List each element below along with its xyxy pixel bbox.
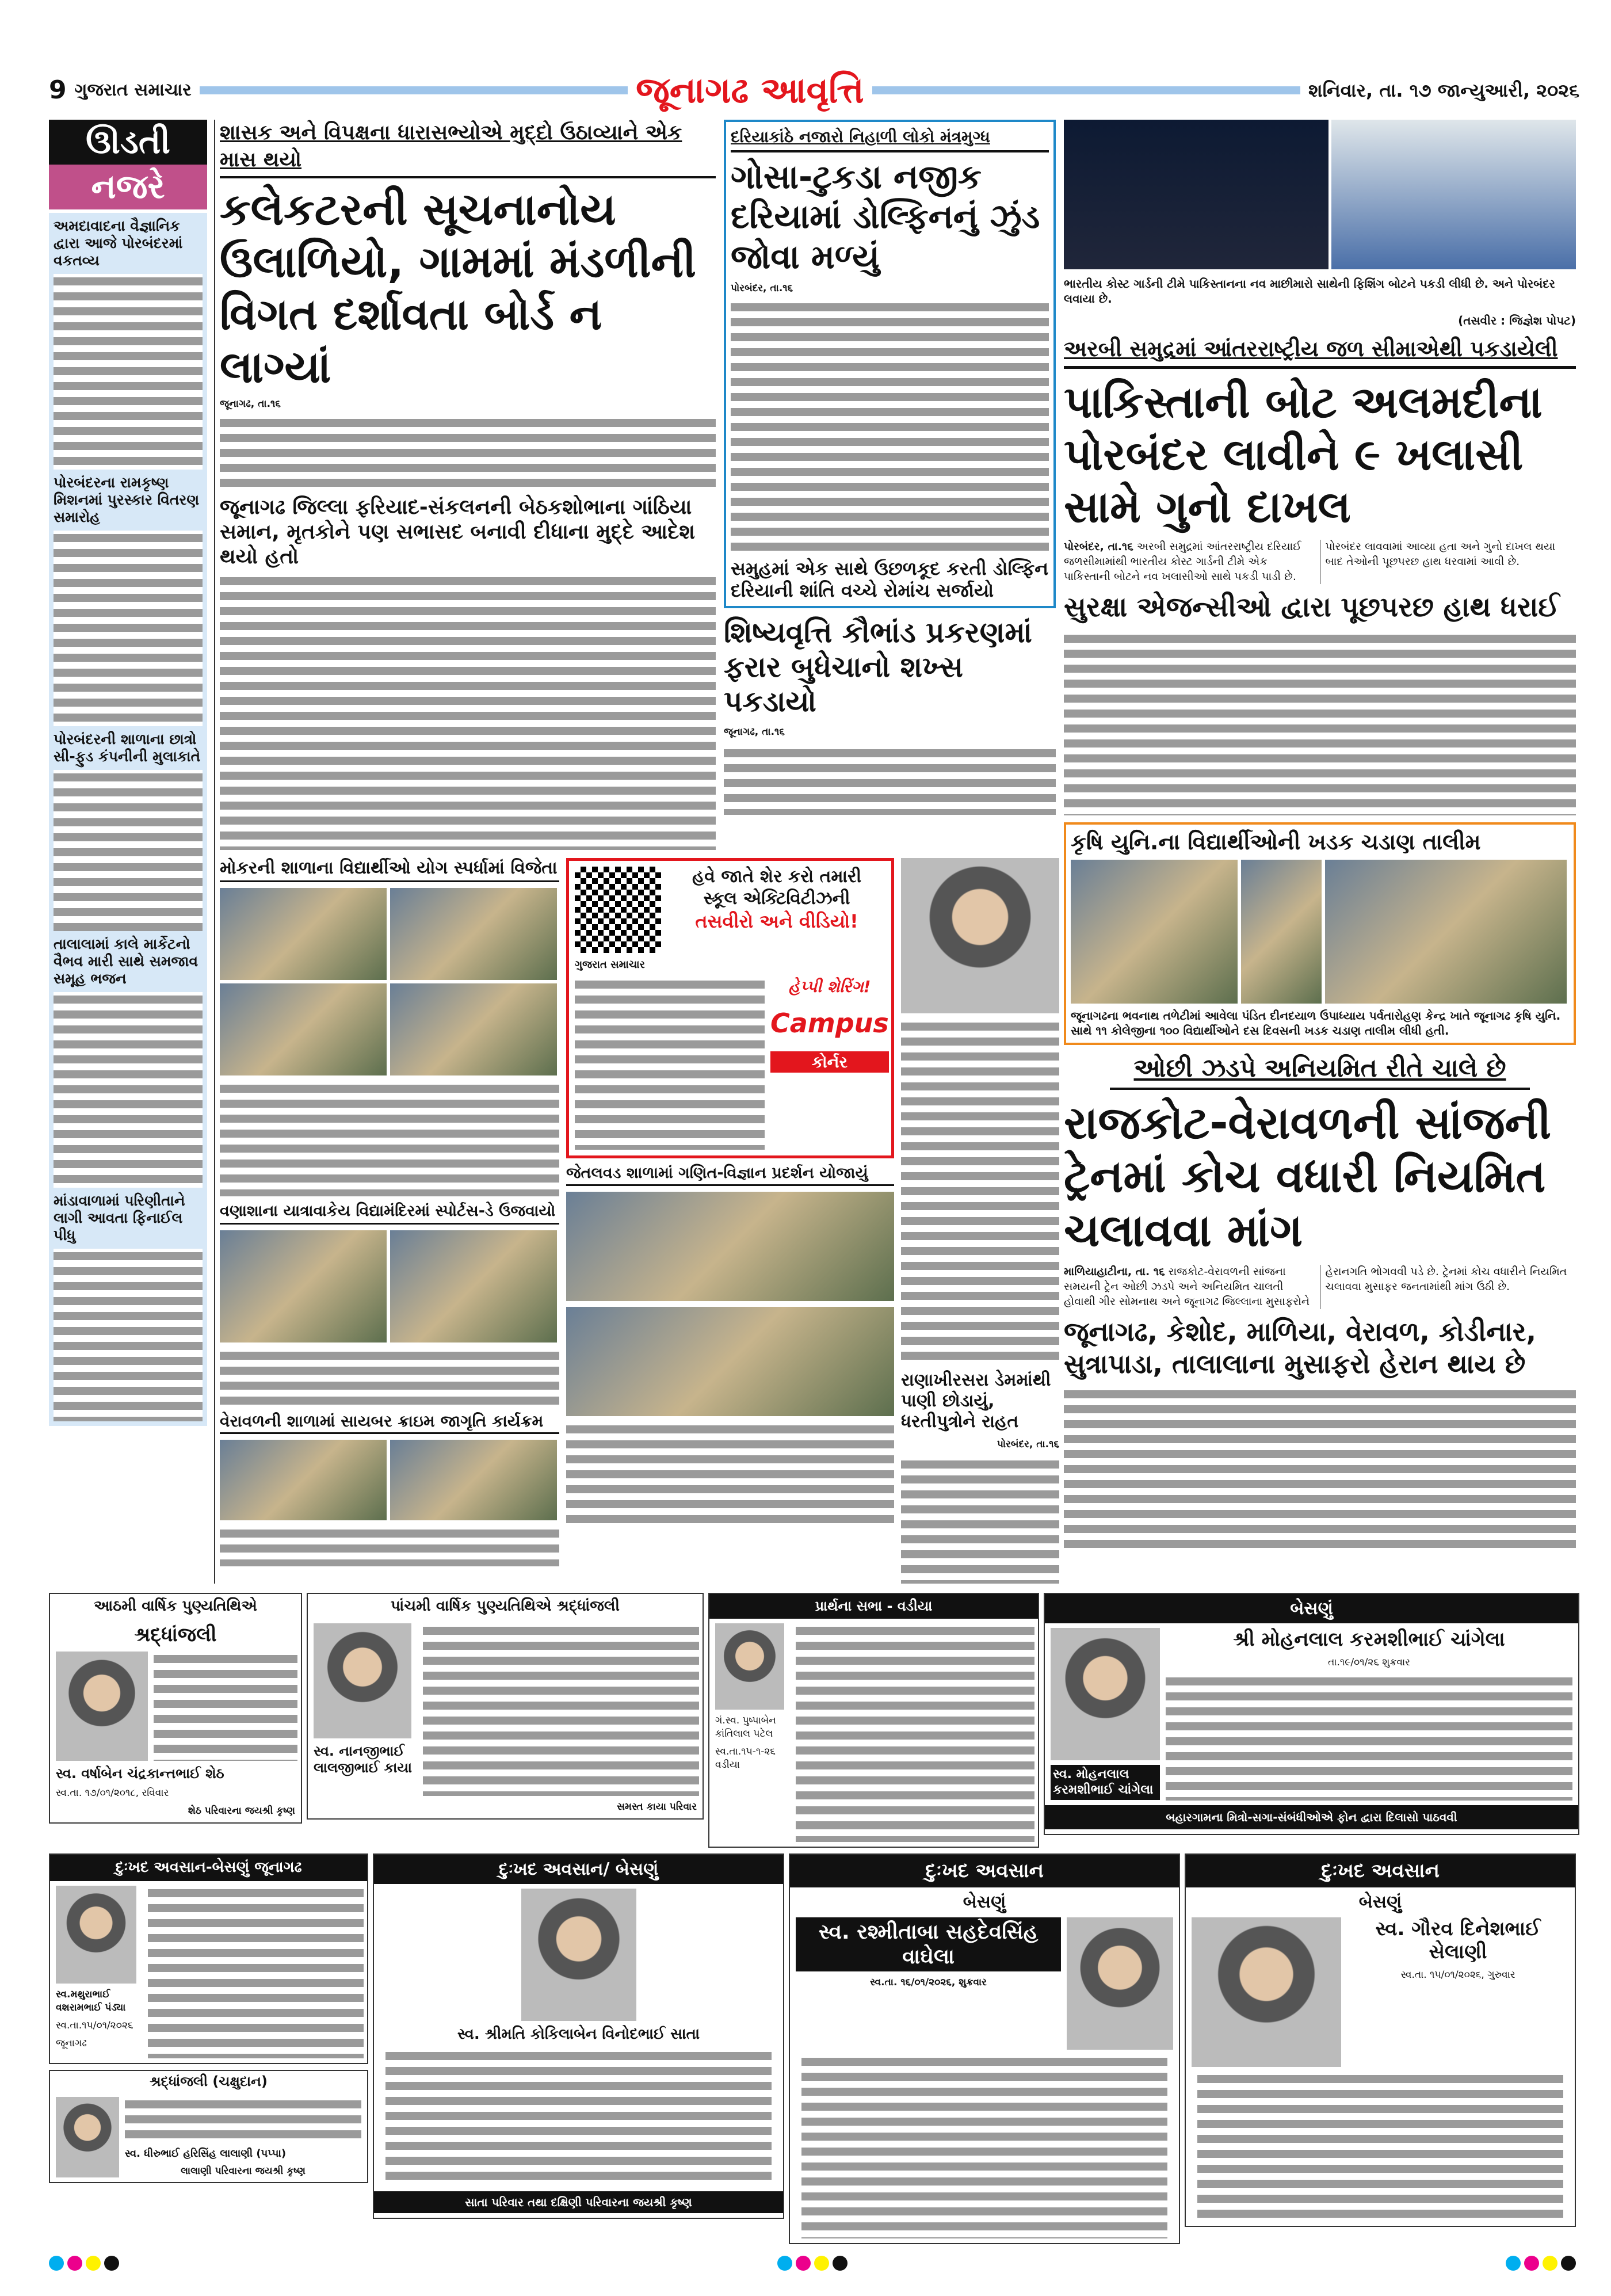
page-number: 9 (49, 75, 67, 105)
obituary-ad (1185, 1853, 1576, 2226)
ad-line-1: હવે જાતે શેર કરો તમારી (692, 867, 862, 887)
train-dateline: માળિયાહાટીના, તા. ૧૬ (1064, 1265, 1165, 1279)
obit-name: સ્વ. વર્ષાબેન ચંદ્રકાન્તભાઈ શેઠ (56, 1765, 224, 1782)
obit-text (796, 1623, 1034, 1842)
story4-dateline: જૂનાગઢ, તા.૧૬ (724, 726, 785, 738)
water-dateline: પોરબંદર, તા.૧૬ (997, 1439, 1059, 1451)
story3-lead (1064, 540, 1576, 584)
brief-item-title: માંડાવાળામાં પરિણીતાને લાગી આવતા ફિનાઈલ પીધુ (54, 1192, 185, 1244)
obit-footer: સાતા પરિવાર તથા દક્ષિણી પરિવારના જયશ્રી કૃષ્ણ (374, 2191, 783, 2213)
obit-photo (56, 2097, 119, 2177)
story3-headline: પાકિસ્તાની બોટ અલમદીના પોરબંદર લાવીને ૯ ખલાસી સામે ગુનો દાખલ (1064, 376, 1543, 533)
train-kicker: ઓછી ઝડપે અનિયમિત રીતે ચાલે છે (1110, 1052, 1530, 1089)
ad-tagline: હેપ્પી શેરિંગ! (788, 977, 871, 996)
ad-body (575, 977, 765, 1150)
obituary-ad (307, 1593, 704, 1820)
story3-kicker: અરબી સમુદ્રમાં આંતરરાષ્ટ્રીય જળ સીમાએથી પકડાયેલી (1064, 335, 1576, 368)
water-body (901, 1457, 1059, 1584)
obit-name: સ્વ. ગૌરવ દિનેશભાઈ સેલાણી (1375, 1917, 1541, 1964)
sports-caption (220, 1348, 559, 1406)
brief-item-title: પોરબંદરની શાળાના છાત્રો સી-ફુડ કંપનીની મુલાકાતે (54, 730, 201, 765)
obituaries-row-1 (49, 1593, 1579, 1848)
yoga-headline: મોકરની શાળાના વિદ્યાર્થીઓ યોગ સ્પર્ધામાં વિજેતા (220, 858, 559, 882)
registration-marks (49, 2256, 1579, 2273)
obituary-ad (1044, 1593, 1579, 1835)
agri-caption: જૂનાગઢના ભવનાથ તળેટીમાં આવેલા પંડિત દીનદયાળ ઉપાધ્યાય પર્વતારોહણ કેન્દ્ર ખાતે જૂનાગઢ કૃષિ યુનિ. સાથે ૧૧ કોલેજીના ૧૦૦ વિદ્યાર્થીઓને દસ દિવસની ખડક ચડાણ તાલીમ લીધી હતી. (1071, 1009, 1561, 1038)
cyber-caption (220, 1526, 559, 1566)
obituaries-row-2 (49, 1853, 1579, 2244)
registration-marks-center (777, 2256, 851, 2273)
water-headline: રાણાખીરસરા ડેમમાંથી પાણી છોડાયું, ધરતીપુત્રોને રાહત (901, 1370, 1051, 1432)
brief-title-top: ઊડતી (49, 120, 207, 165)
coast-guard-photo (1331, 120, 1576, 269)
ad-line-2: સ્કૂલ એક્ટિવિટીઝની (703, 888, 850, 909)
agri-photos (1071, 860, 1569, 1004)
obit-text (125, 2097, 361, 2143)
brief-title-bottom: નજરે (49, 165, 207, 209)
obit-date: સ્વ.તા.૧૫/૦૧/૨૦૨૬ (56, 2020, 133, 2032)
brief-list (49, 213, 207, 1426)
story3-lead-text: અરબી સમુદ્રમાં આંતરરાષ્ટ્રીય દરિયાઈ જળસીમામાંથી ભારતીય કોસ્ટ ગાર્ડની ટીમે એક પાકિસ્તાની બોટને નવ ખલાસીઓ સાથે પકડી પાડી છે. પોરબંદર લાવવામાં આવ્યા હતા અને ગુનો દાખલ થયા બાદ તેઓની પૂછપરછ હાથ ધરવામાં આવી છે. (1064, 540, 1556, 583)
registration-marks-left (49, 2256, 123, 2273)
right-region (1064, 120, 1576, 1547)
page-header (49, 69, 1579, 112)
sports-photo-1 (220, 1230, 387, 1342)
sports-photo-2 (390, 1230, 557, 1342)
brief-item-title: પોરબંદરના રામકૃષ્ણ મિશનમાં પુરસ્કાર વિતરણ સમારોહ (54, 474, 200, 525)
boat-photo-caption: ભારતીય કોસ્ટ ગાર્ડની ટીમે પાકિસ્તાનના નવ માછીમારો સાથેની ફિશિંગ બોટને પકડી લીધી છે. અને પોરબંદર લવાયા છે. (1064, 277, 1555, 306)
obit-text (423, 1623, 699, 1796)
yoga-photo-4 (390, 983, 557, 1075)
train-headline: રાજકોટ-વેરાવળની સાંજની ટ્રેનમાં કોચ વધારી નિયમિત ચલાવવા માંગ (1064, 1097, 1552, 1257)
header-rule-right (872, 86, 1300, 94)
ad-line-3: તસવીરો અને વીડિયો! (695, 910, 858, 933)
obit-name: ગં.સ્વ. પુષ્પાબેન કાંતિલાલ પટેલ (715, 1715, 776, 1740)
main-area (49, 120, 1579, 1584)
cyber-photo-2 (390, 1440, 557, 1520)
train-lead-text: રાજકોટ-વેરાવળની સાંજના સમયની ટ્રેન ઓછી ઝડપે અને અનિયમિત ચાલતી હોવાથી ગીર સોમનાથ અને જૂનાગઢ જિલ્લાના મુસાફરોને હેરાનગતિ ભોગવવી પડે છે. ટ્રેનમાં કોચ વધારીને નિયમિત ચલાવવા મુસાફર જનતામાંથી માંગ ઉઠી છે. (1064, 1265, 1567, 1308)
agri-headline: કૃષિ યુનિ.ના વિદ્યાર્થીઓની ખડક ચડાણ તાલીમ (1071, 829, 1481, 855)
story1-body-continued (220, 574, 716, 850)
cyber-photo-1 (220, 1440, 387, 1520)
story1-kicker: શાસક અને વિપક્ષના ધારાસભ્યોએ મુદ્દો ઉઠાવ્યાને એક માસ થયો (220, 120, 716, 178)
obit-place: જૂનાગઢ (56, 2037, 87, 2049)
yoga-photo-3 (220, 983, 387, 1075)
obit-name: શ્રી મોહનલાલ કરમશીભાઈ ચાંગેલા (1233, 1628, 1505, 1652)
agri-photo-3 (1325, 860, 1567, 1004)
brief-item-title: અમદાવાદના વૈજ્ઞાનિક દ્વારા આજે પોરબંદરમાં વકતવ્ય (54, 217, 183, 269)
masthead-logo: ગુજરાત સમાચાર (74, 80, 192, 101)
agri-photo-1 (1071, 860, 1238, 1004)
obituary-ad (373, 1853, 784, 2218)
header-rule-left (200, 86, 628, 94)
obit-title: બેસણું (1045, 1594, 1578, 1623)
train-lead (1064, 1265, 1576, 1309)
obit-title: પ્રાર્થના સભા - વડીયા (709, 1594, 1038, 1619)
obit-photo (56, 1652, 148, 1761)
story4-headline: શિષ્યવૃત્તિ કૌભાંડ પ્રકરણમાં ફરાર બુધેચાનો શખ્સ પકડાયો (724, 616, 1032, 719)
issue-date: શનિવાર, તા. ૧૭ જાન્યુઆરી, ૨૦૨૬ (1308, 79, 1580, 101)
obit-name: સ્વ. ધીરુભાઈ હરિસિંહ લાલાણી (પપ્પા) (125, 2147, 287, 2160)
science-caption (566, 1422, 894, 1525)
obit-date: સ્વ.તા. ૧૭/૦૧/૨૦૧૮, રવિવાર (56, 1787, 169, 1799)
qr-code-icon[interactable] (575, 867, 661, 953)
obituary-ad (789, 1853, 1180, 2244)
campus-badge (770, 977, 889, 1073)
obit-text (801, 2054, 1167, 2238)
story1-body (220, 415, 716, 490)
story1-headline: કલેકટરની સૂચનાનોય ઉલાળિયો, ગામમાં મંડળીની વિગત દર્શાવતા બોર્ડ ન લાગ્યાં (220, 183, 696, 392)
ad-brand: ગુજરાત સમાચાર (575, 959, 645, 971)
obit-photo (56, 1886, 136, 1984)
obit-photo (1051, 1628, 1160, 1760)
dolphin-story-box (724, 120, 1056, 608)
obit-photo (521, 1889, 636, 2021)
obit-title: દુઃખદ અવસાન (1186, 1855, 1575, 1887)
brief-column (49, 120, 207, 1425)
obit-name: સ્વ. નાનજીભાઈ લાલજીભાઈ કાયા (314, 1743, 412, 1776)
obit-title: દુઃખદ અવસાન/ બેસણું (374, 1855, 783, 1884)
obit-name: સ્વ.મથુરાભાઈ વશરામભાઈ પંડ્યા (56, 1989, 126, 2014)
obit-title: આઠમી વાર્ષિક પુણ્યતિથિએ (94, 1597, 257, 1615)
story3-subhead: સુરક્ષા એજન્સીઓ દ્વારા પૂછપરછ હાથ ધરાઈ (1064, 591, 1560, 624)
registration-marks-right (1506, 2256, 1579, 2273)
obit-text (154, 1652, 297, 1761)
campus-badge-subtext: કોર્નર (770, 1051, 889, 1073)
boat-night-photo (1064, 120, 1328, 269)
obit-title: પાંચમી વાર્ષિક પુણ્યતિથિએ શ્રદ્ધાંજલી (391, 1597, 620, 1615)
obit-subtitle: બેસણું (963, 1891, 1006, 1912)
obit-name: સ્વ. રશ્મીતાબા સહદેવસિંહ વાઘેલા (796, 1917, 1061, 1971)
yoga-caption (220, 1081, 559, 1196)
train-subhead: જૂનાગઢ, કેશોદ, માળિયા, વેરાવળ, કોડીનાર, સુત્રાપાડા, તાલાલાના મુસાફરો હેરાન થાય છે (1064, 1316, 1537, 1379)
campus-badge-text: Campus (770, 1008, 889, 1039)
yoga-photo-2 (390, 888, 557, 980)
obit-text (1166, 1674, 1572, 1801)
obit-date: તા.૧૯/૦૧/૨૬ શુક્રવાર (1328, 1656, 1410, 1668)
obit-date: સ્વ.તા. ૧૬/૦૧/૨૦૨૬, શુક્રવાર (870, 1976, 987, 1988)
photo-credit: (તસવીર : જિજ્ઞેશ પોપટ) (1458, 314, 1576, 328)
agri-story-box (1064, 822, 1576, 1046)
obit-title: દુઃખદ અવસાન-બેસણું જૂનાગઢ (50, 1855, 367, 1881)
story4-body-continued (901, 1019, 1059, 1364)
obit-family: શેઠ પરિવારના જયશ્રી કૃષ્ણ (188, 1805, 295, 1817)
obit-photo-name: સ્વ. મોહનલાલ કરમશીભાઈ ચાંગેલા (1051, 1765, 1160, 1800)
obituary-ad (708, 1593, 1039, 1848)
obituary-ad (49, 1853, 368, 2064)
cyber-headline: વેરાવળની શાળામાં સાયબર ક્રાઇમ જાગૃતિ કાર્યક્રમ (220, 1412, 559, 1435)
story2-body (731, 300, 1049, 553)
obit-family: લાલાણી પરિવારના જયશ્રી કૃષ્ણ (181, 2165, 306, 2177)
campus-corner-ad (566, 858, 894, 1158)
brief-item-title: તાલાલામાં કાલે માર્કેટનો વૈભવ મારી સાથે સમજાવ સમૂહ ભજન (54, 935, 198, 987)
obit-subtitle: બેસણું (1358, 1891, 1402, 1912)
obit-title: શ્રદ્ધાંજલી (ચક્ષુદાન) (149, 2073, 268, 2090)
obit-text (148, 1886, 364, 2058)
obit-title: દુઃખદ અવસાન (790, 1855, 1179, 1887)
obit-photo (314, 1623, 411, 1738)
agri-photo-2 (1241, 860, 1322, 1004)
obit-family: સમસ્ત કાયા પરિવાર (617, 1801, 697, 1813)
obit-photo (1192, 1917, 1341, 2067)
science-photo-1 (566, 1192, 894, 1301)
science-headline: જેતલવડ શાળામાં ગણિત-વિજ્ઞાન પ્રદર્શન યોજાયું (566, 1164, 894, 1186)
obit-date: સ્વ.તા.૧૫-૧-૨૬ વડીયા (715, 1746, 776, 1771)
edition-title: જૂનાગઢ આવૃત્તિ (636, 69, 864, 111)
story2-subhead: સમુહમાં એક સાથે ઉછળકૂદ કરતી ડોલ્ફિન દરિયાની શાંતિ વચ્ચે રોમાંચ સર્જાયો (731, 557, 1049, 601)
yoga-photo-1 (220, 888, 387, 980)
accused-photo (901, 858, 1059, 1013)
story2-kicker: દરિયાકાંઠે નજારો નિહાળી લોકો મંત્રમુગ્ધ (731, 127, 1049, 152)
obituary-ad (49, 2070, 368, 2183)
train-body (1064, 1387, 1576, 1548)
obit-footer: બહારગામના મિત્રો-સગા-સંબંધીઓએ ફોન દ્વારા દિલાસો પાઠવવી (1045, 1805, 1578, 1829)
story2-dateline: પોરબંદર, તા.૧૬ (731, 282, 793, 294)
obit-text (385, 2049, 772, 2187)
story2-headline: ગોસા-ટુકડા નજીક દરિયામાં ડોલ્ફિનનું ઝુંડ જોવા મળ્યું (731, 157, 1040, 276)
obit-photo (1067, 1917, 1173, 2050)
story1-subhead: જૂનાગઢ જિલ્લા ફરિયાદ-સંકલનની બેઠકશોભાના ગાંઠિયા સમાન, મૃતકોને પણ સભાસદ બનાવી દીધાના મુદ્દે આદેશ થયો હતો (220, 495, 696, 569)
obit-photo (715, 1623, 784, 1710)
science-photo-2 (566, 1307, 894, 1416)
story1-dateline: જૂનાગઢ, તા.૧૬ (220, 398, 281, 410)
obituary-ad (49, 1593, 302, 1824)
story3-body (1064, 631, 1576, 815)
obit-name: સ્વ. શ્રીમતિ કોકિલાબેન વિનોદભાઈ સાતા (457, 2026, 700, 2043)
obit-subtitle: શ્રદ્ધાંજલી (134, 1623, 217, 1647)
middle-region (214, 120, 1057, 1584)
story1 (220, 120, 716, 850)
story4-body (724, 746, 1056, 815)
obit-text (1197, 2072, 1563, 2221)
story3-dateline: પોરબંદર, તા.૧૬ (1064, 540, 1133, 554)
sports-headline: વણાશાના યાત્રાવાકેય વિદ્યામંદિરમાં સ્પોર્ટસ-ડે ઉજવાયો (220, 1202, 559, 1224)
obit-date: સ્વ.તા. ૧૫/૦૧/૨૦૨૬, ગુરુવાર (1400, 1969, 1515, 1981)
